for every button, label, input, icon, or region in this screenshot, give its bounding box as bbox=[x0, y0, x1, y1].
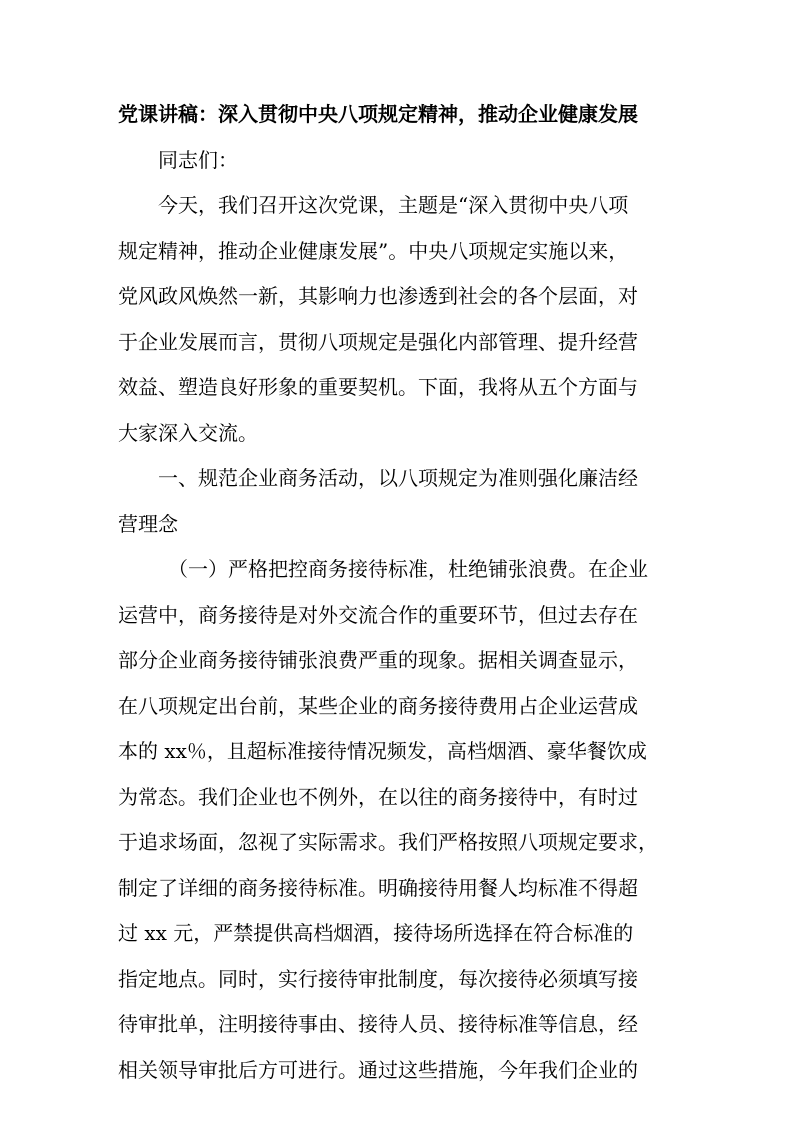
paragraph-line: 在八项规定出台前，某些企业的商务接待费用占企业运营成 bbox=[118, 693, 638, 718]
paragraph-line: 今天，我们召开这次党课，主题是“深入贯彻中央八项 bbox=[158, 193, 629, 217]
paragraph-line: 过 xx 元，严禁提供高档烟酒，接待场所选择在符合标准的 bbox=[118, 921, 634, 945]
paragraph-line: 相关领导审批后方可进行。通过这些措施，今年我们企业的 bbox=[118, 1057, 638, 1082]
paragraph-line: 党风政风焕然一新，其影响力也渗透到社会的各个层面，对 bbox=[118, 284, 638, 308]
paragraph-line: 运营中，商务接待是对外交流合作的重要环节，但过去存在 bbox=[118, 602, 638, 627]
paragraph-line: 制定了详细的商务接待标准。明确接待用餐人均标准不得超 bbox=[118, 875, 638, 900]
paragraph-line: 效益、塑造良好形象的重要契机。下面，我将从五个方面与 bbox=[118, 375, 638, 399]
salutation: 同志们： bbox=[158, 147, 238, 172]
paragraph-line: 本的 xx％，且超标准接待情况频发，高档烟酒、豪华餐饮成 bbox=[118, 739, 647, 763]
paragraph-line: 指定地点。同时，实行接待审批制度，每次接待必须填写接 bbox=[118, 966, 638, 991]
paragraph-line: 为常态。我们企业也不例外，在以往的商务接待中，有时过 bbox=[118, 784, 638, 809]
paragraph-line: 大家深入交流。 bbox=[118, 420, 258, 445]
paragraph-line: 于追求场面，忽视了实际需求。我们严格按照八项规定要求， bbox=[118, 830, 658, 854]
section-heading: 一、规范企业商务活动，以八项规定为准则强化廉洁经 bbox=[158, 466, 638, 490]
paragraph-line: 于企业发展而言，贯彻八项规定是强化内部管理、提升经营 bbox=[118, 329, 638, 354]
paragraph-line: 部分企业商务接待铺张浪费严重的现象。据相关调查显示， bbox=[118, 648, 638, 672]
paragraph-line: 规定精神，推动企业健康发展”。中央八项规定实施以来， bbox=[118, 238, 629, 263]
document-body bbox=[118, 92, 678, 1093]
subsection-line: （一）严格把控商务接待标准，杜绝铺张浪费。在企业 bbox=[168, 557, 648, 581]
document-title: 党课讲稿：深入贯彻中央八项规定精神，推动企业健康发展 bbox=[118, 102, 638, 126]
paragraph-line: 待审批单，注明接待事由、接待人员、接待标准等信息，经 bbox=[118, 1012, 638, 1036]
section-heading-continued: 营理念 bbox=[118, 511, 178, 536]
